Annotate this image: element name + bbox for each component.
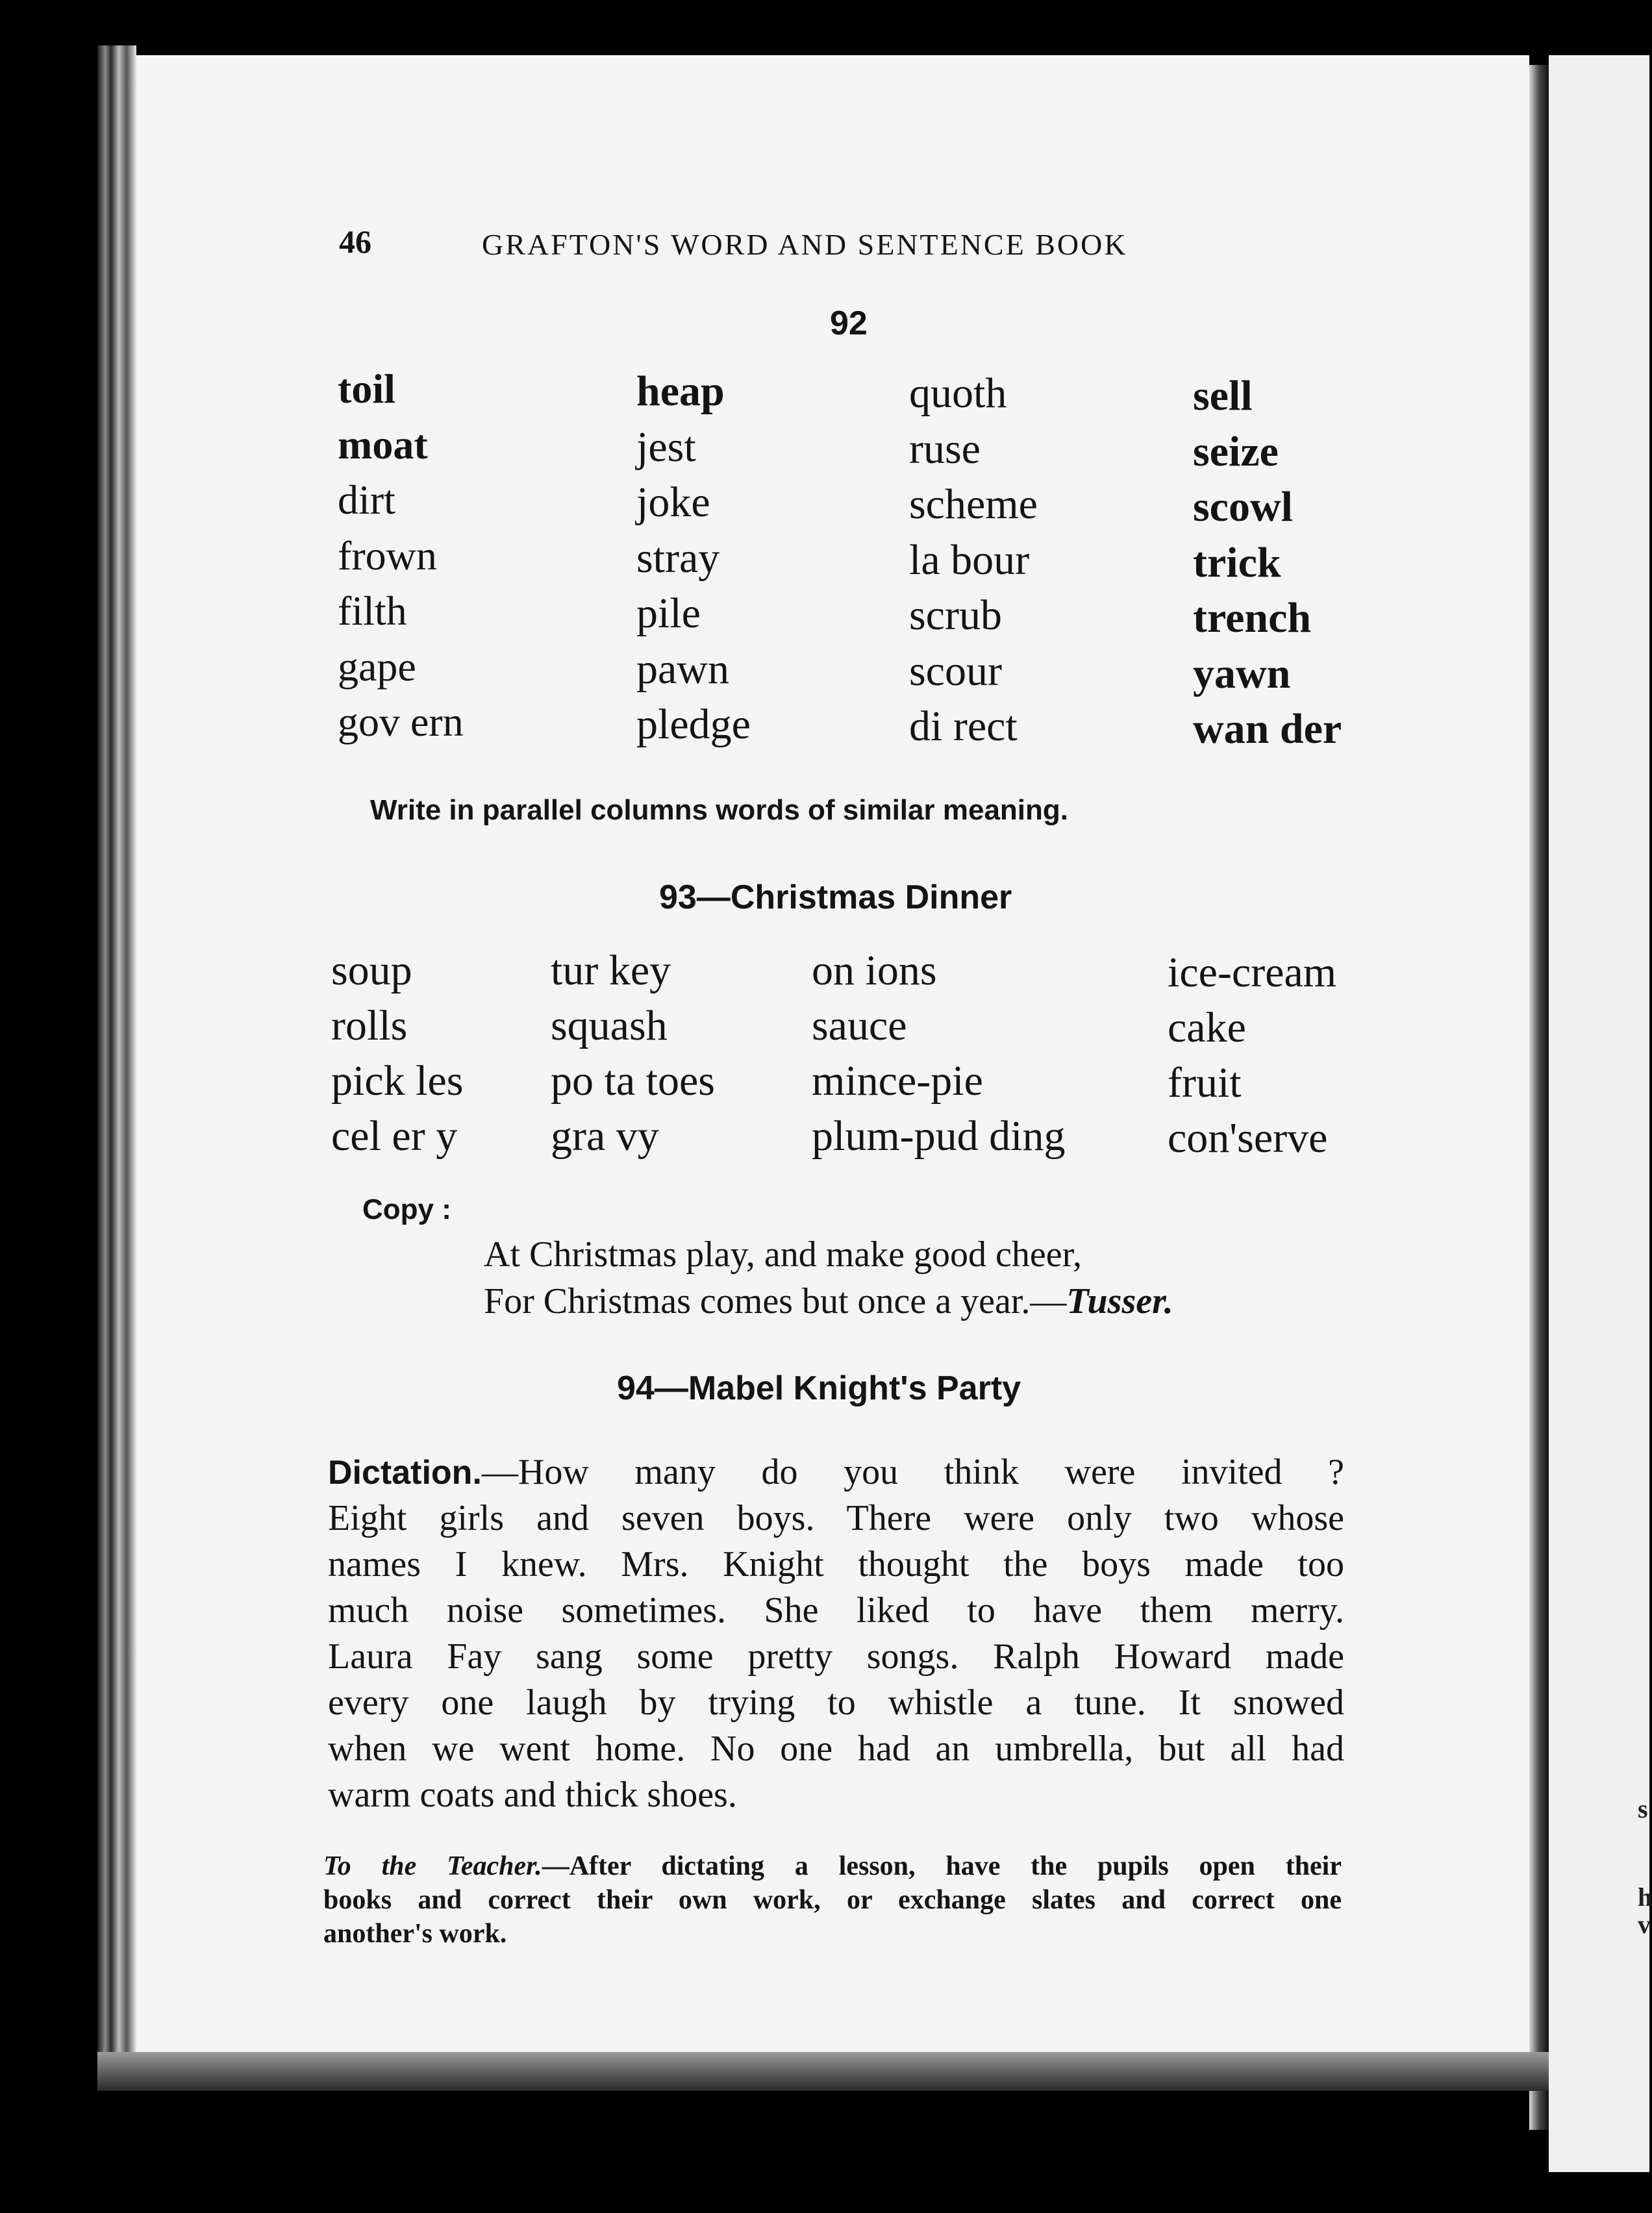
word: frown [338, 532, 437, 579]
word: con'serve [1168, 1114, 1328, 1162]
lesson-93-column-3 [812, 949, 1066, 1170]
dictation-line: every one laugh by trying to whistle a tune. It snowed [328, 1682, 1344, 1723]
dictation-line: much noise sometimes. She liked to have them merry. [328, 1590, 1344, 1631]
dictation-line: Laura Fay sang some pretty songs. Ralph Howard made [328, 1636, 1344, 1677]
word: plum-pud ding [812, 1112, 1066, 1160]
dictation-line: names I knew. Mrs. Knight thought the boys made too [328, 1544, 1344, 1584]
page-left-edge [97, 45, 136, 2052]
word: gra vy [551, 1112, 659, 1160]
lesson-92-column-2 [636, 370, 751, 759]
lesson-93-column-1 [331, 949, 463, 1170]
dictation-line: Eight girls and seven boys. There were only two whose [328, 1498, 1344, 1538]
page-number: 46 [339, 223, 371, 260]
lesson-92-instruction: Write in parallel columns words of similar meaning. [370, 794, 1068, 826]
page-bottom-shadow [97, 2052, 1549, 2091]
quote-author: Tusser. [1066, 1281, 1173, 1321]
dictation-line: when we went home. No one had an umbrella, but all had [328, 1729, 1344, 1769]
word: sell [1193, 372, 1253, 419]
teacher-note [323, 1849, 1342, 1951]
word: cake [1168, 1004, 1246, 1051]
word: scowl [1193, 483, 1293, 531]
lesson-93-heading: 93—Christmas Dinner [659, 879, 1012, 916]
word: rolls [331, 1002, 408, 1049]
dictation-line: warm coats and thick shoes. [328, 1775, 737, 1815]
lesson-94-heading: 94—Mabel Knight's Party [617, 1369, 1021, 1407]
word: pledge [636, 701, 751, 748]
word: trench [1193, 594, 1312, 642]
dictation-paragraph [328, 1449, 1344, 1818]
teacher-note-line [323, 1849, 1342, 1883]
word: trick [1193, 538, 1281, 586]
word: po ta toes [551, 1057, 715, 1105]
word: moat [338, 421, 428, 468]
word: di rect [909, 703, 1018, 750]
word: ice-cream [1168, 949, 1337, 996]
next-page-fragment: s [1638, 1794, 1648, 1823]
lesson-92-column-1 [338, 368, 464, 757]
quote-line [484, 1281, 1173, 1322]
word: scheme [909, 481, 1038, 528]
dictation-line [328, 1449, 1344, 1495]
word: scour [909, 647, 1002, 695]
teacher-note-line: another's work. [323, 1919, 507, 1949]
word: heap [636, 368, 725, 415]
word: sauce [812, 1002, 907, 1049]
word: filth [338, 588, 407, 634]
word: soup [331, 947, 412, 994]
word: dirt [338, 477, 395, 523]
next-page-fragment: h [1638, 1882, 1652, 1912]
word: quoth [909, 369, 1007, 417]
lesson-93-column-2 [551, 949, 715, 1170]
lesson-93-column-4 [1168, 951, 1336, 1172]
word: seize [1193, 427, 1279, 475]
word: pawn [636, 645, 729, 693]
teacher-note-label: To the Teacher. [323, 1851, 542, 1881]
teacher-note-text: —After dictating a lesson, have the pupils open their [542, 1851, 1342, 1881]
dictation-text: —How many do you think were invited ? [481, 1452, 1344, 1492]
word: mince-pie [812, 1057, 983, 1105]
word: toil [338, 366, 395, 412]
word: pick les [331, 1057, 464, 1105]
copy-label: Copy : [362, 1194, 451, 1225]
word: gape [338, 643, 416, 690]
word: scrub [909, 592, 1002, 639]
lesson-92-column-4 [1193, 372, 1342, 764]
word: joke [636, 479, 710, 526]
next-page-fragment: v [1638, 1910, 1651, 1939]
word: gov ern [338, 699, 464, 745]
word: tur key [551, 947, 671, 994]
quote-line: At Christmas play, and make good cheer, [484, 1234, 1082, 1275]
page-gutter [1529, 65, 1549, 2130]
word: stray [636, 534, 720, 582]
word: on ions [812, 947, 937, 994]
word: ruse [909, 425, 981, 473]
dictation-label: Dictation. [328, 1454, 482, 1492]
word: cel er y [331, 1112, 458, 1160]
word: wan der [1193, 705, 1342, 753]
running-title: GRAFTON'S WORD AND SENTENCE BOOK [482, 228, 1128, 261]
lesson-92-column-3 [909, 369, 1038, 761]
word: yawn [1193, 649, 1291, 697]
quote-text: For Christmas comes but once a year.— [484, 1281, 1067, 1321]
next-page-edge [1549, 55, 1649, 2172]
word: squash [551, 1002, 668, 1049]
word: la bour [909, 536, 1030, 584]
teacher-note-line: books and correct their own work, or exchange slates and correct one [323, 1885, 1342, 1915]
word: jest [636, 423, 696, 471]
word: pile [636, 590, 701, 637]
lesson-92-number: 92 [830, 305, 868, 342]
word: fruit [1168, 1059, 1242, 1106]
